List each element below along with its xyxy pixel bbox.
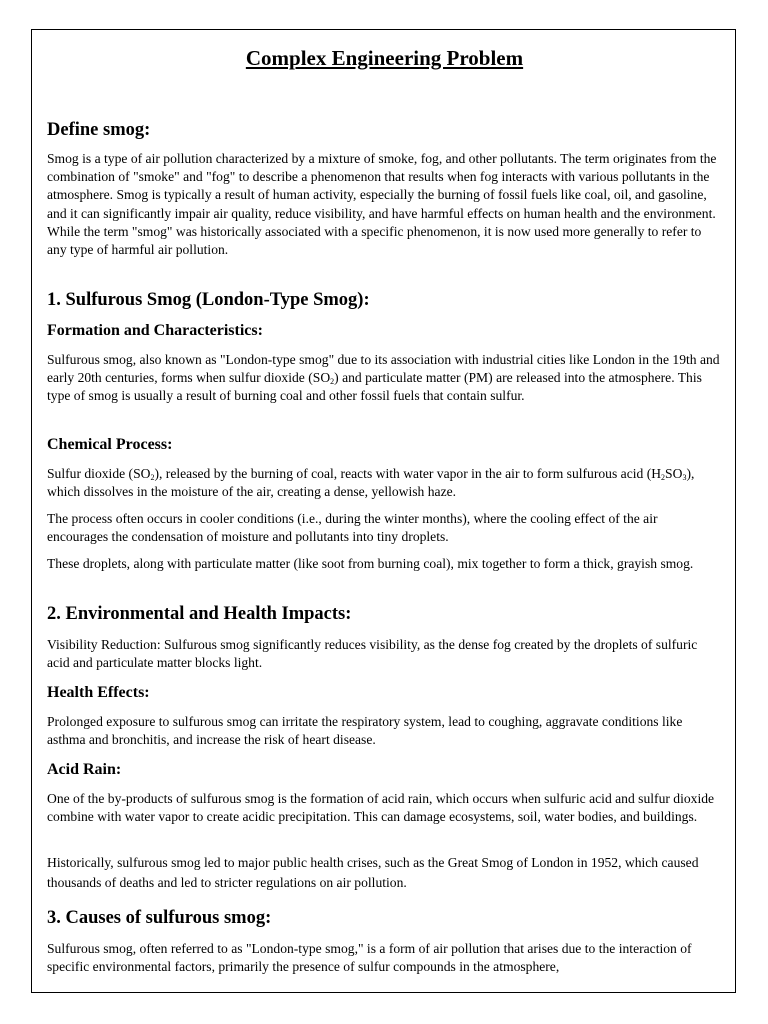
chemical-text-3: SO: [665, 466, 683, 481]
document-title: Complex Engineering Problem: [245, 46, 524, 70]
chemical-text-2: ), released by the burning of coal, reacts with water vapor in the air to form sulfurous acid (H: [154, 466, 662, 481]
section-2-heading: 2. Environmental and Health Impacts:: [47, 604, 352, 624]
causes-paragraph: Sulfurous smog, often referred to as "London-type smog," is a form of air pollution that arises due to the interaction of specific environmental factors, primarily the presence of sulfur compounds in the atmosphere,: [47, 941, 692, 975]
chemical-paragraph-3: These droplets, along with particulate matter (like soot from burning coal), mix together to form a thick, grayish smog.: [47, 556, 694, 571]
section-1-heading: 1. Sulfurous Smog (London-Type Smog):: [47, 290, 370, 310]
health-effects-paragraph: Prolonged exposure to sulfurous smog can irritate the respiratory system, lead to coughing, aggravate conditions like asthma and bronchitis, and increase the risk of heart disease.: [47, 714, 683, 748]
formation-subscript: 2: [330, 377, 335, 387]
define-smog-paragraph: Smog is a type of air pollution characterized by a mixture of smoke, fog, and other pollutants. The term originates from the combination of "smoke" and "fog" to describe a phenomenon that results when fog interacts with various pollutants in the atmosphere. Smog is typically a result of human activity, especially the burning of fossil fuels like coal, oil, and gasoline, and it can significantly impair air quality, reduce visibility, and have harmful effects on human health and the environment. While the term "smog" was historically associated with a specific phenomenon, it is now used more generally to refer to any type of harmful air pollution.: [47, 151, 717, 258]
formation-heading: Formation and Characteristics:: [47, 322, 263, 339]
acid-rain-heading: Acid Rain:: [47, 761, 122, 778]
section-3-heading: 3. Causes of sulfurous smog:: [47, 908, 272, 928]
chemical-subscript-1: 2: [150, 473, 155, 482]
health-effects-heading: Health Effects:: [47, 684, 150, 701]
chemical-text-4: ), which dissolves in the moisture of the air, creating a dense, yellowish haze.: [47, 466, 695, 500]
visibility-paragraph: Visibility Reduction: Sulfurous smog significantly reduces visibility, as the dense fog created by the droplets of sulfuric acid and particulate matter blocks light.: [47, 637, 698, 671]
formation-text-1: Sulfurous smog, also known as "London-type smog" due to its association with industrial cities like London in the 19th and early 20th centuries, forms when sulfur dioxide (SO: [47, 352, 720, 386]
formation-paragraph: [47, 351, 722, 406]
page-frame: [31, 29, 736, 993]
chemical-process-heading: Chemical Process:: [47, 436, 173, 453]
chemical-text-1: Sulfur dioxide (SO: [47, 466, 151, 481]
chemical-paragraph-2: The process often occurs in cooler conditions (i.e., during the winter months), where the cooling effect of the air encourages the condensation of moisture and pollutants into tiny droplets.: [47, 511, 658, 545]
chemical-paragraph-1: [47, 465, 722, 501]
chemical-subscript-3: 3: [682, 473, 687, 482]
formation-text-2: ) and particulate matter (PM) are released into the atmosphere. This type of smog is usually a result of burning coal and other fossil fuels that contain sulfur.: [47, 370, 702, 404]
define-smog-heading: Define smog:: [47, 120, 151, 140]
historical-paragraph: Historically, sulfurous smog led to major public health crises, such as the Great Smog of London in 1952, which caused thousands of deaths and led to stricter regulations on air pollution.: [47, 855, 699, 890]
chemical-subscript-2: 2: [661, 473, 666, 482]
acid-rain-paragraph: One of the by-products of sulfurous smog is the formation of acid rain, which occurs when sulfuric acid and sulfur dioxide combine with water vapor to create acidic precipitation. This can damage ecosystems, soil, water bodies, and buildings.: [47, 791, 715, 825]
